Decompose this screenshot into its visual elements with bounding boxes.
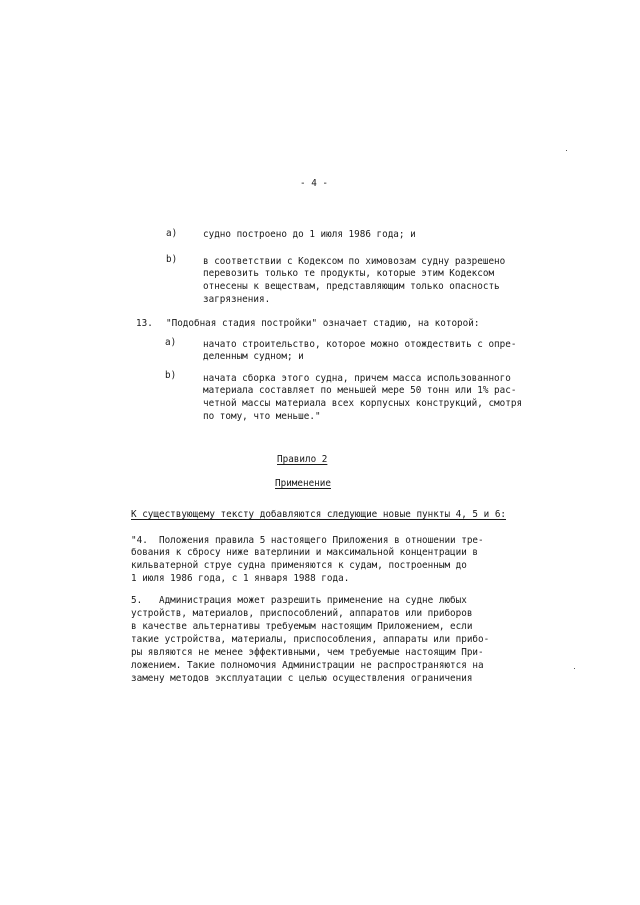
para-13-item-b-line-4: по тому, что меньше."	[203, 411, 321, 422]
amendment-instruction: К существующему тексту добавляются следующие новые пункты 4, 5 и 6:	[131, 509, 507, 520]
para-13-item-b-line-1: начата сборка этого судна, причем масса использованного	[203, 373, 511, 384]
para-13-item-b-label: b)	[165, 370, 177, 381]
para-13-item-a-line-2: деленным судном; и	[203, 351, 304, 362]
intro-item-b-label: b)	[166, 254, 178, 265]
para-5-line-6: ложением. Такие полномочия Администрации не распространяются на	[131, 660, 484, 671]
intro-item-a-label: a)	[166, 228, 178, 239]
page-number: - 4 -	[300, 178, 328, 189]
rule-heading: Правило 2	[277, 454, 328, 465]
para-5-line-5: ры являются не менее эффективными, чем требуемые настоящим При-	[131, 647, 484, 658]
para-5-line-2: устройств, материалов, приспособлений, аппаратов или приборов	[131, 608, 473, 619]
intro-item-b-line-2: перевозить только те продукты, которые этим Кодексом	[203, 268, 495, 279]
intro-item-b-line-4: загрязнения.	[203, 294, 271, 305]
para-13-item-a-line-1: начато строительство, которое можно отождествить с опре-	[203, 339, 517, 350]
para-13-item-b-line-2: материала составляет по меньшей мере 50 тонн или 1% рас-	[203, 385, 517, 396]
para-13-item-a-label: a)	[165, 337, 177, 348]
scan-speck	[574, 668, 575, 669]
para-13-number: 13.	[136, 318, 153, 329]
intro-item-b-line-3: отнесены к веществам, представляющим только опасность	[203, 281, 500, 292]
para-5-line-3: в качестве альтернативы требуемым настоящим Приложением, если	[131, 621, 473, 632]
scan-speck	[566, 150, 567, 151]
para-13-text: "Подобная стадия постройки" означает стадию, на которой:	[166, 318, 480, 329]
para-4-line-4: 1 июля 1986 года, с 1 января 1988 года.	[131, 573, 350, 584]
rule-subheading: Применение	[275, 478, 331, 489]
para-4-line-3: кильватерной струе судна применяются к судам, построенным до	[131, 560, 467, 571]
para-4-line-1: "4. Положения правила 5 настоящего Приложения в отношении тре-	[131, 535, 484, 546]
intro-item-a-line-1: судно построено до 1 июля 1986 года; и	[203, 229, 416, 240]
intro-item-b-line-1: в соответствии с Кодексом по химовозам судну разрешено	[203, 256, 506, 267]
para-5-line-1: 5. Администрация может разрешить применение на судне любых	[131, 595, 467, 606]
para-5-line-4: такие устройства, материалы, приспособления, аппараты или прибо-	[131, 634, 490, 645]
para-5-line-7: замену методов эксплуатации с целью осуществления ограничения	[131, 673, 473, 684]
para-4-line-2: бования к сбросу ниже ватерлинии и максимальной концентрации в	[131, 547, 479, 558]
para-13-item-b-line-3: четной массы материала всех корпусных конструкций, смотря	[203, 398, 523, 409]
